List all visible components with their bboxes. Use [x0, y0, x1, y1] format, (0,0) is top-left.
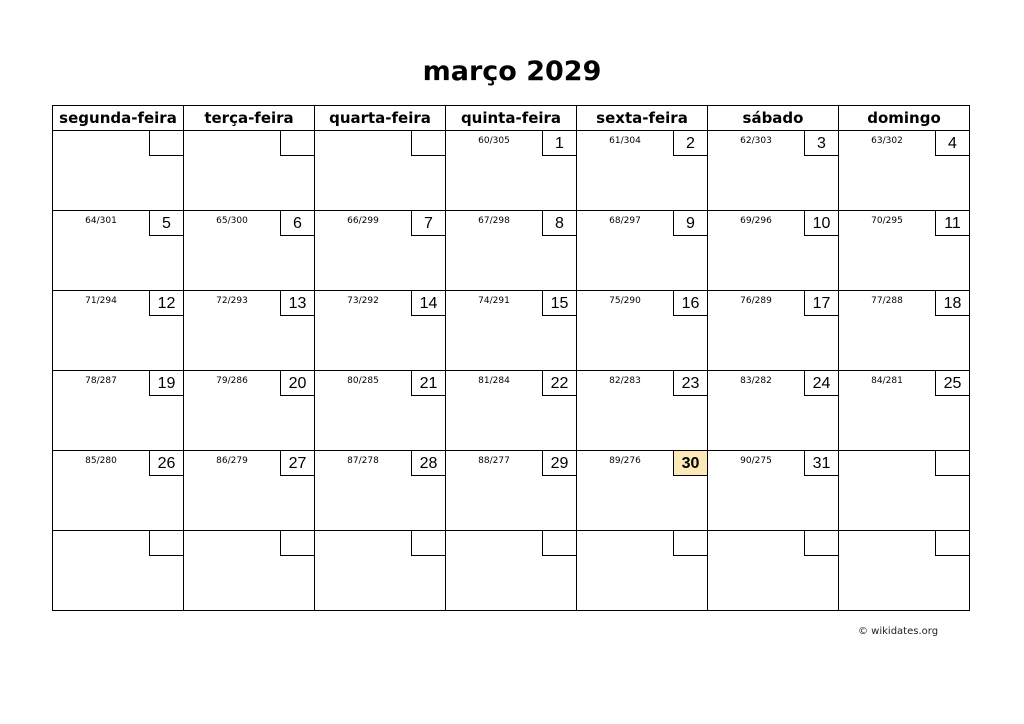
day-cell: [708, 451, 839, 531]
day-cell: [53, 211, 184, 291]
day-cell: [446, 291, 577, 371]
day-number: 17: [804, 291, 838, 316]
day-cell: [315, 531, 446, 611]
day-cell: [708, 131, 839, 211]
day-cell: [184, 131, 315, 211]
day-of-year: 64/301: [85, 216, 117, 226]
day-of-year: 74/291: [478, 296, 510, 306]
day-of-year: 61/304: [609, 136, 641, 146]
day-cell: [446, 531, 577, 611]
day-number: 13: [280, 291, 314, 316]
day-cell: [708, 211, 839, 291]
day-number: 3: [804, 131, 838, 156]
day-of-year: 73/292: [347, 296, 379, 306]
day-of-year: 81/284: [478, 376, 510, 386]
day-cell: [315, 211, 446, 291]
weekday-header: quinta-feira: [446, 106, 577, 131]
day-number: 12: [149, 291, 183, 316]
day-cell: [53, 371, 184, 451]
day-cell: [184, 451, 315, 531]
day-of-year: 83/282: [740, 376, 772, 386]
day-number: 10: [804, 211, 838, 236]
day-number: [280, 131, 314, 156]
day-number: 6: [280, 211, 314, 236]
day-of-year: 72/293: [216, 296, 248, 306]
day-of-year: 77/288: [871, 296, 903, 306]
day-of-year: 76/289: [740, 296, 772, 306]
day-number: [935, 451, 969, 476]
day-cell: [839, 131, 970, 211]
weekday-header: segunda-feira: [53, 106, 184, 131]
day-number: 27: [280, 451, 314, 476]
day-of-year: 63/302: [871, 136, 903, 146]
calendar-title: março 2029: [422, 56, 602, 87]
day-cell: [184, 371, 315, 451]
day-number: 14: [411, 291, 445, 316]
day-of-year: 66/299: [347, 216, 379, 226]
day-of-year: 65/300: [216, 216, 248, 226]
day-of-year: 69/296: [740, 216, 772, 226]
day-of-year: 67/298: [478, 216, 510, 226]
week-row: [53, 131, 970, 211]
day-number: 18: [935, 291, 969, 316]
day-cell: [446, 211, 577, 291]
day-number: 23: [673, 371, 707, 396]
day-number: 16: [673, 291, 707, 316]
day-cell: [446, 451, 577, 531]
week-row: [53, 451, 970, 531]
day-of-year: 60/305: [478, 136, 510, 146]
day-cell: [315, 291, 446, 371]
day-cell: [577, 211, 708, 291]
day-number: 15: [542, 291, 576, 316]
day-cell: [839, 451, 970, 531]
day-number-highlighted: 30: [673, 451, 707, 476]
day-of-year: 88/277: [478, 456, 510, 466]
day-number: 7: [411, 211, 445, 236]
day-number: 5: [149, 211, 183, 236]
day-number: 21: [411, 371, 445, 396]
day-number: 1: [542, 131, 576, 156]
day-cell: [315, 451, 446, 531]
calendar-grid: [52, 105, 970, 611]
day-cell: [577, 131, 708, 211]
day-cell: [184, 211, 315, 291]
day-cell: [839, 371, 970, 451]
day-of-year: 71/294: [85, 296, 117, 306]
day-number: [935, 531, 969, 556]
day-number: [149, 131, 183, 156]
day-number: 29: [542, 451, 576, 476]
day-cell: [184, 291, 315, 371]
day-of-year: 78/287: [85, 376, 117, 386]
week-row: [53, 531, 970, 611]
week-row: [53, 211, 970, 291]
day-cell: [708, 291, 839, 371]
day-of-year: 62/303: [740, 136, 772, 146]
day-of-year: 82/283: [609, 376, 641, 386]
weekday-header: domingo: [839, 106, 970, 131]
day-number: 20: [280, 371, 314, 396]
day-number: [542, 531, 576, 556]
day-number: [280, 531, 314, 556]
day-of-year: 90/275: [740, 456, 772, 466]
weekday-header: sábado: [708, 106, 839, 131]
day-number: [149, 531, 183, 556]
day-cell: [53, 451, 184, 531]
day-of-year: 75/290: [609, 296, 641, 306]
weekday-header: sexta-feira: [577, 106, 708, 131]
weekday-header: quarta-feira: [315, 106, 446, 131]
day-cell: [708, 531, 839, 611]
day-number: 25: [935, 371, 969, 396]
day-number: [411, 131, 445, 156]
day-cell: [184, 531, 315, 611]
day-cell: [315, 371, 446, 451]
day-number: [804, 531, 838, 556]
day-of-year: 84/281: [871, 376, 903, 386]
day-cell: [53, 291, 184, 371]
day-of-year: 89/276: [609, 456, 641, 466]
day-cell: [839, 291, 970, 371]
day-of-year: 87/278: [347, 456, 379, 466]
day-cell: [577, 291, 708, 371]
day-of-year: 86/279: [216, 456, 248, 466]
day-number: 4: [935, 131, 969, 156]
day-number: [411, 531, 445, 556]
day-number: 8: [542, 211, 576, 236]
day-of-year: 85/280: [85, 456, 117, 466]
copyright-footer: © wikidates.org: [858, 626, 939, 637]
day-cell: [446, 131, 577, 211]
day-cell: [839, 211, 970, 291]
day-cell: [53, 131, 184, 211]
day-cell: [577, 371, 708, 451]
day-of-year: 79/286: [216, 376, 248, 386]
day-number: 28: [411, 451, 445, 476]
day-cell: [577, 531, 708, 611]
day-of-year: 68/297: [609, 216, 641, 226]
day-number: 26: [149, 451, 183, 476]
week-row: [53, 291, 970, 371]
day-number: 2: [673, 131, 707, 156]
day-number: 22: [542, 371, 576, 396]
weekday-header: terça-feira: [184, 106, 315, 131]
day-of-year: 80/285: [347, 376, 379, 386]
day-number: [673, 531, 707, 556]
day-number: 11: [935, 211, 969, 236]
day-cell: [577, 451, 708, 531]
day-number: 24: [804, 371, 838, 396]
weekday-header-row: [53, 106, 970, 131]
calendar-weeks: [53, 131, 970, 611]
day-cell: [446, 371, 577, 451]
day-cell: [839, 531, 970, 611]
day-cell: [315, 131, 446, 211]
day-cell: [53, 531, 184, 611]
day-of-year: 70/295: [871, 216, 903, 226]
day-cell: [708, 371, 839, 451]
day-number: 31: [804, 451, 838, 476]
day-number: 19: [149, 371, 183, 396]
day-number: 9: [673, 211, 707, 236]
week-row: [53, 371, 970, 451]
